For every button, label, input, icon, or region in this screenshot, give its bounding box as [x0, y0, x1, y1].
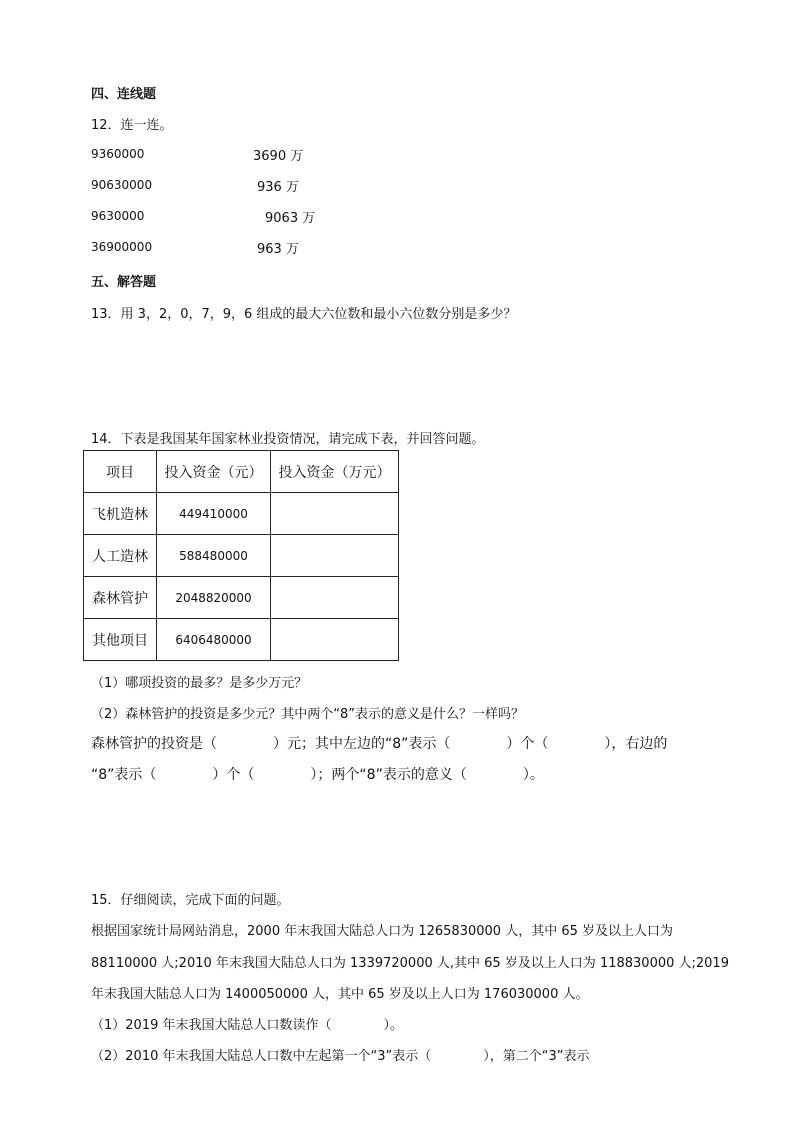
- q15-sub1: （1）2019 年末我国大陆总人口数读作（ ）。: [91, 1018, 403, 1033]
- yuan-cell: 6406480000: [157, 619, 271, 661]
- q14-fill-line-1: 森林管护的投资是（ ）元；其中左边的“8”表示（ ）个（ ），右边的: [91, 736, 668, 752]
- q15-paragraph-line-3: 年末我国大陆总人口为 1400050000 人，其中 65 岁及以上人口为 176030000 人。: [91, 987, 589, 1002]
- wan-answer-cell[interactable]: [271, 535, 399, 577]
- q13-prompt: 13．用 3，2，0，7，9，6 组成的最大六位数和最小六位数分别是多少？: [91, 307, 517, 322]
- item-cell: 人工造林: [84, 535, 157, 577]
- item-cell: 飞机造林: [84, 493, 157, 535]
- wan-answer-cell[interactable]: [271, 577, 399, 619]
- q12-prompt: 12．连一连。: [91, 118, 173, 133]
- wan-answer-cell[interactable]: [271, 619, 399, 661]
- q15-sub2: （2）2010 年末我国大陆总人口数中左起第一个“3”表示（ ），第二个“3”表示: [91, 1049, 590, 1064]
- header-cell: 项目: [84, 451, 157, 493]
- q12-left-item: 9360000: [91, 147, 145, 161]
- q12-right-item: 9063 万: [265, 211, 316, 226]
- q12-right-item: 936 万: [257, 180, 299, 195]
- table-row: [84, 619, 399, 661]
- table-row: [84, 577, 399, 619]
- q15-prompt: 15．仔细阅读，完成下面的问题。: [91, 893, 290, 908]
- q12-left-item: 36900000: [91, 240, 153, 254]
- investment-table: [83, 450, 399, 661]
- section-5-title: 五、解答题: [91, 275, 157, 290]
- q15-paragraph-line-2: 88110000 人;2010 年末我国大陆总人口为 1339720000 人,其中 65 岁及以上人口为 118830000 人;2019: [91, 956, 729, 971]
- q14-sub1: （1）哪项投资的最多？是多少万元？: [91, 676, 308, 691]
- table-row: [84, 493, 399, 535]
- header-cell: 投入资金（元）: [157, 451, 271, 493]
- item-cell: 森林管护: [84, 577, 157, 619]
- q14-sub2: （2）森林管护的投资是多少元？其中两个“8”表示的意义是什么？一样吗？: [91, 707, 525, 722]
- q14-prompt: 14．下表是我国某年国家林业投资情况，请完成下表，并回答问题。: [91, 432, 485, 447]
- item-cell: 其他项目: [84, 619, 157, 661]
- q14-fill-line-2: “8”表示（ ）个（ ）；两个“8”表示的意义（ ）。: [91, 767, 544, 783]
- q12-left-item: 9630000: [91, 209, 145, 223]
- header-cell: 投入资金（万元）: [271, 451, 399, 493]
- table-header-row: [84, 451, 399, 493]
- q12-right-item: 3690 万: [253, 149, 304, 164]
- table-row: [84, 535, 399, 577]
- wan-answer-cell[interactable]: [271, 493, 399, 535]
- q12-right-item: 963 万: [257, 242, 299, 257]
- q12-left-item: 90630000: [91, 178, 153, 192]
- q15-paragraph-line-1: 根据国家统计局网站消息，2000 年末我国大陆总人口为 1265830000 人，其中 65 岁及以上人口为: [91, 924, 673, 939]
- yuan-cell: 449410000: [157, 493, 271, 535]
- yuan-cell: 2048820000: [157, 577, 271, 619]
- section-4-title: 四、连线题: [91, 87, 157, 102]
- yuan-cell: 588480000: [157, 535, 271, 577]
